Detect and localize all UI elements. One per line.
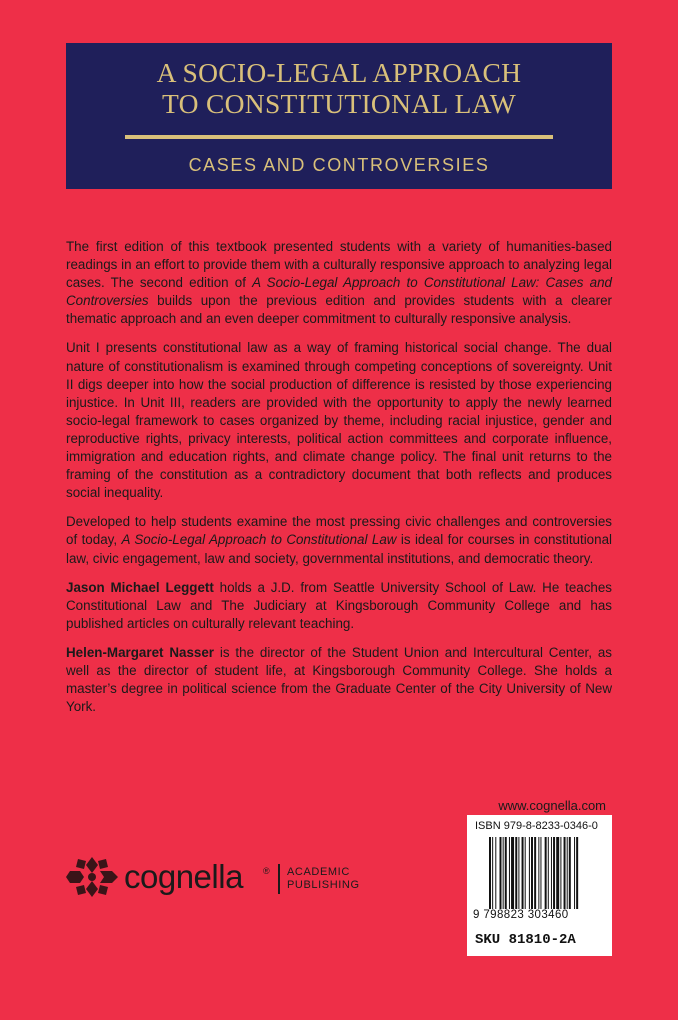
sku-label: SKU 81810-2A — [475, 932, 576, 948]
title-line-1: A SOCIO-LEGAL APPROACH — [156, 57, 522, 88]
book-subtitle: CASES AND CONTROVERSIES — [188, 155, 490, 175]
author-bio-2: Helen-Margaret Nasser is the director of the Student Union and Intercultural Center, as well as the director of student life, at Kingsborough Community College. She holds a master’s degree in political science from the Graduate Center of the City University of New York. — [66, 644, 612, 715]
paragraph-audience: Developed to help students examine the most pressing civic challenges and controversies of today, A Socio-Legal Approach to Constitutional Law is ideal for courses in constitutional law, civic engagement, law and society, governmental institutions, and democratic theory. — [66, 514, 613, 566]
paragraph-units: Unit I presents constitutional law as a way of framing historical social change. The dual nature of constitutionalism is examined through competing conceptions of sovereignty. Unit II digs deeper into how the social production of difference is resisted by those experiencing injustice. In Unit III, readers are provided with the opportunity to apply the newly learned socio-legal framework to cases organized by theme, including racial injustice, gender and reproductive rights, privacy interests, political action committees and corporate influence, immigration and education rights, and climate change policy. The final unit returns to the framing of the constitution as a contradictory document that both reflects and produces social inequality. — [66, 340, 612, 501]
title-banner — [66, 43, 612, 189]
publisher-tagline: ACADEMIC PUBLISHING — [287, 866, 360, 891]
title-reference: A Socio-Legal Approach to Constitutional Law — [121, 532, 397, 548]
barcode-number: 9 798823 303460 — [473, 909, 569, 921]
title-line-2: TO CONSTITUTIONAL LAW — [162, 88, 516, 119]
barcode-icon — [489, 837, 593, 909]
author-bio-1: Jason Michael Leggett holds a J.D. from Seattle University School of Law. He teaches Constitutional Law and The Judiciary at Kingsborough Community College and has published articles on culturally relevant teaching. — [66, 579, 612, 631]
publisher-logo-wordmark: cognella — [124, 858, 243, 895]
title-divider — [125, 135, 553, 139]
paragraph-intro: The first edition of this textbook presented students with a variety of humanities-based readings in an effort to provide them with a culturally responsive approach to analyzing legal cases. The second edition of A Socio-Legal Approach to Constitutional Law: Cases and Controversies builds upon the previous edition and provides students with a clearer thematic approach and an even deeper commitment to culturally responsive analysis. — [66, 239, 612, 327]
publisher-url[interactable]: www.cognella.com — [498, 798, 606, 813]
registered-mark: ® — [263, 866, 270, 876]
back-cover-text — [66, 238, 612, 727]
isbn-label: ISBN 979-8-8233-0346-0 — [475, 820, 598, 832]
author-name: Helen-Margaret Nasser — [66, 644, 215, 660]
title-reference: A Socio-Legal Approach to Constitutional Law: Cases and Controversies — [66, 275, 612, 309]
book-title — [66, 57, 612, 119]
logo-divider — [278, 864, 280, 894]
barcode-panel — [467, 815, 612, 956]
cognella-gear-icon — [66, 855, 118, 899]
author-name: Jason Michael Leggett — [66, 579, 214, 595]
